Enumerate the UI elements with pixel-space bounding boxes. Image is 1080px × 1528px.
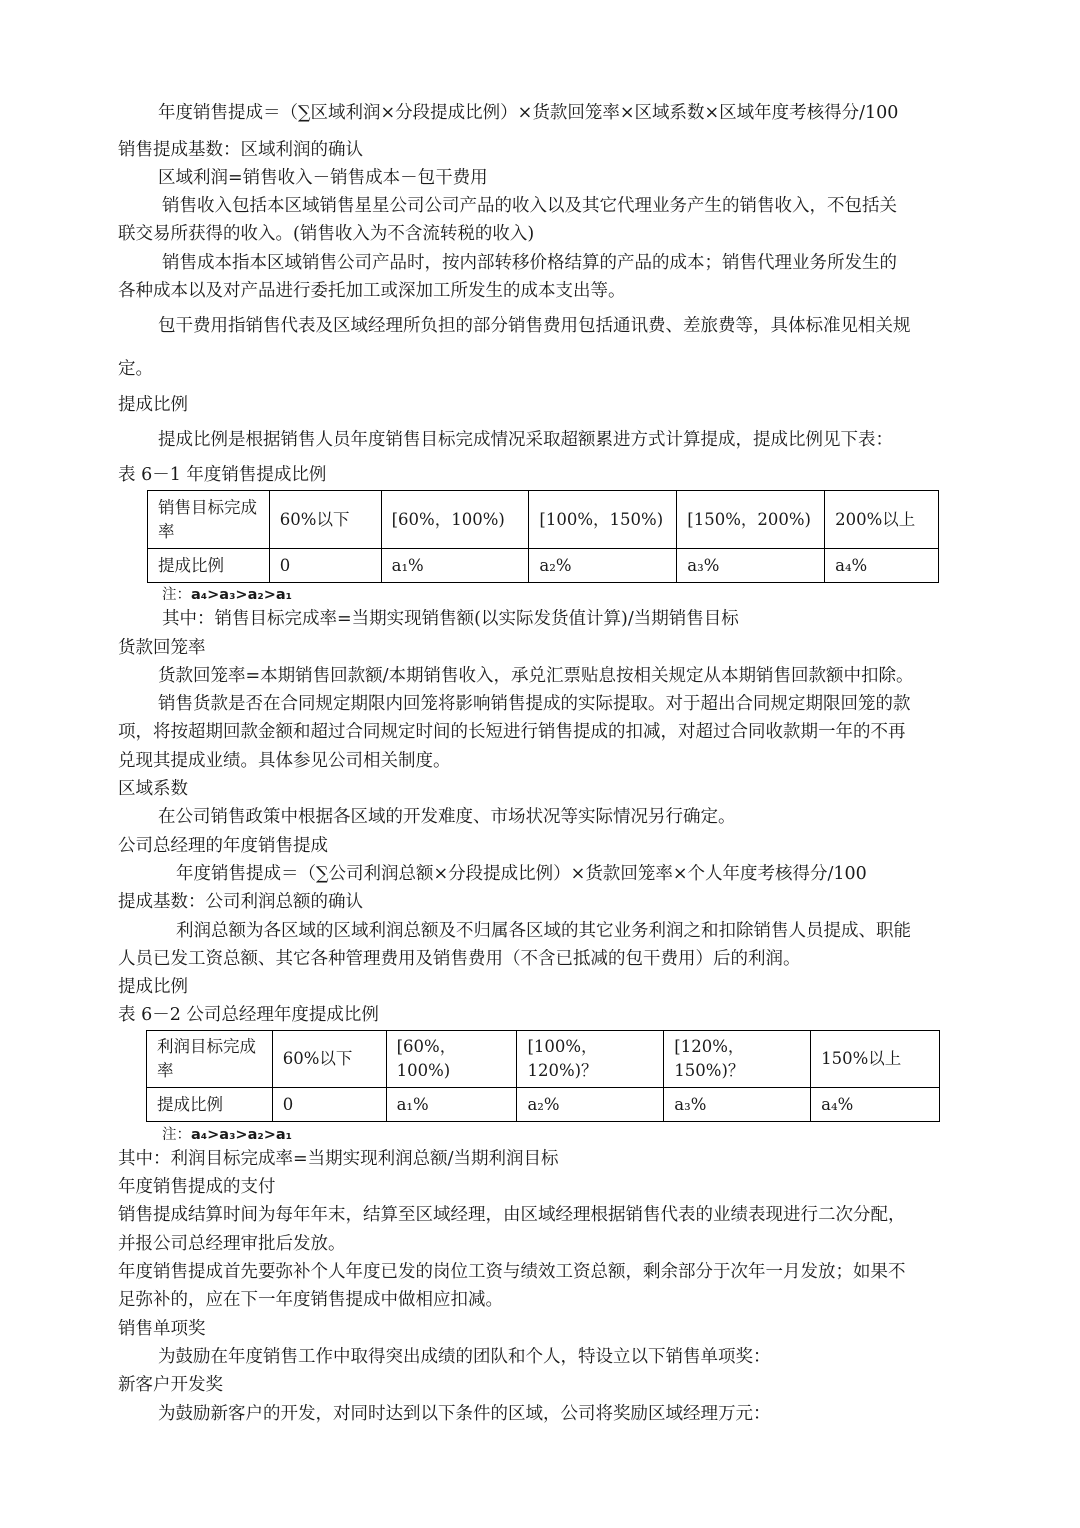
- section-heading-new-customer-award: 新客户开发奖: [118, 1375, 223, 1395]
- paragraph-collection-rate: 货款回笼率=本期销售回款额/本期销售收入，承兑汇票贴息按相关规定从本期销售回款额中扣除。: [158, 666, 914, 686]
- table-header-cell: [60%，100%): [381, 491, 529, 549]
- table1-note: [162, 586, 292, 604]
- table-header-cell: [120%，150%)？: [664, 1031, 811, 1088]
- paragraph-commission-ratio: 提成比例是根据销售人员年度销售目标完成情况采取超额累进方式计算提成，提成比例见下表：: [158, 430, 893, 450]
- table-cell: a₄%: [825, 549, 939, 583]
- table-header-cell: [60%，100%): [386, 1031, 517, 1088]
- note-label: 注：: [162, 1127, 191, 1143]
- paragraph-single-award: 为鼓励在年度销售工作中取得突出成绩的团队和个人，特设立以下销售单项奖：: [158, 1347, 771, 1367]
- paragraph-collection-impact-2: 项，将按超期回款金额和超过合同规定时间的长短进行销售提成的扣减，对超过合同收款期一年的不再: [118, 722, 906, 742]
- table-header-cell: [150%，200%): [677, 491, 825, 549]
- paragraph-total-profit-2: 人员已发工资总额、其它各种管理费用及销售费用（不含已抵减的包干费用）后的利润。: [118, 949, 801, 969]
- paragraph-sales-target-rate: 其中：销售目标完成率=当期实现销售额(以实际发货值计算)/当期销售目标: [162, 609, 739, 629]
- table-row: [147, 1031, 940, 1088]
- table-row: [147, 1088, 940, 1122]
- table-header-cell: 150%以上: [811, 1031, 940, 1088]
- table1-caption: 表 6－1 年度销售提成比例: [118, 465, 327, 485]
- table-header-cell: 60%以下: [269, 491, 381, 549]
- table-cell: a₁%: [386, 1088, 517, 1122]
- table-cell: 提成比例: [147, 1088, 273, 1122]
- note-label: 注：: [162, 587, 191, 603]
- table2-caption: 表 6－2 公司总经理年度提成比例: [118, 1005, 379, 1025]
- table-header-cell: [100%，120%)？: [517, 1031, 664, 1088]
- paragraph-regional-coefficient: 在公司销售政策中根据各区域的开发难度、市场状况等实际情况另行确定。: [158, 807, 736, 827]
- formula-annual-commission: 年度销售提成＝（∑区域利润×分段提成比例）×货款回笼率×区域系数×区域年度考核得分/100: [158, 103, 899, 123]
- table-cell: 0: [269, 549, 381, 583]
- paragraph-sales-revenue-2: 联交易所获得的收入。(销售收入为不含流转税的收入): [118, 224, 535, 244]
- table-cell: 0: [272, 1088, 386, 1122]
- section-heading-commission-base: 销售提成基数：区域利润的确认: [118, 140, 363, 160]
- note-formula: a₄>a₃>a₂>a₁: [191, 587, 292, 603]
- table2-note: [162, 1126, 292, 1144]
- paragraph-settlement-1: 销售提成结算时间为每年年末，结算至区域经理，由区域经理根据销售代表的业绩表现进行二次分配，: [118, 1205, 906, 1225]
- paragraph-collection-impact-3: 兑现其提成业绩。具体参见公司相关制度。: [118, 751, 451, 771]
- note-formula: a₄>a₃>a₂>a₁: [191, 1127, 292, 1143]
- paragraph-settlement-2: 并报公司总经理审批后发放。: [118, 1234, 346, 1254]
- section-heading-regional-coefficient: 区域系数: [118, 779, 188, 799]
- table-header-cell: 60%以下: [272, 1031, 386, 1088]
- table-header-cell: 利润目标完成率: [147, 1031, 273, 1088]
- table-header-cell: 销售目标完成率: [148, 491, 270, 549]
- formula-gm-commission: 年度销售提成＝（∑公司利润总额×分段提成比例）×货款回笼率×个人年度考核得分/100: [176, 864, 867, 884]
- table-header-cell: [100%，150%): [529, 491, 677, 549]
- table-cell: a₂%: [529, 549, 677, 583]
- table-cell: a₂%: [517, 1088, 664, 1122]
- paragraph-sales-revenue-1: 销售收入包括本区域销售星星公司公司产品的收入以及其它代理业务产生的销售收入，不包括关: [162, 196, 897, 216]
- section-heading-gm-ratio: 提成比例: [118, 977, 188, 997]
- paragraph-lump-sum-2: 定。: [118, 359, 153, 379]
- table-cell: a₃%: [664, 1088, 811, 1122]
- section-heading-single-award: 销售单项奖: [118, 1319, 206, 1339]
- section-heading-commission-ratio: 提成比例: [118, 395, 188, 415]
- paragraph-sales-cost-2: 各种成本以及对产品进行委托加工或深加工所发生的成本支出等。: [118, 281, 626, 301]
- paragraph-sales-cost-1: 销售成本指本区域销售公司产品时，按内部转移价格结算的产品的成本；销售代理业务所发生的: [162, 253, 897, 273]
- section-heading-payment: 年度销售提成的支付: [118, 1177, 276, 1197]
- table-gm-commission: [146, 1030, 940, 1122]
- paragraph-total-profit-1: 利润总额为各区域的区域利润总额及不归属各区域的其它业务利润之和扣除销售人员提成、职能: [176, 921, 911, 941]
- paragraph-lump-sum-1: 包干费用指销售代表及区域经理所负担的部分销售费用包括通讯费、差旅费等，具体标准见相关规: [158, 316, 911, 336]
- table-annual-sales-commission: [147, 490, 939, 583]
- table-cell: a₁%: [381, 549, 529, 583]
- table-row: [148, 491, 939, 549]
- table-cell: a₃%: [677, 549, 825, 583]
- paragraph-new-customer-award: 为鼓励新客户的开发，对同时达到以下条件的区域，公司将奖励区域经理万元：: [158, 1404, 771, 1424]
- section-heading-gm-base: 提成基数：公司利润总额的确认: [118, 892, 363, 912]
- formula-regional-profit: 区域利润=销售收入－销售成本－包干费用: [158, 168, 488, 188]
- section-heading-gm-commission: 公司总经理的年度销售提成: [118, 836, 328, 856]
- paragraph-offset-2: 足弥补的，应在下一年度销售提成中做相应扣减。: [118, 1290, 503, 1310]
- table-row: [148, 549, 939, 583]
- paragraph-profit-target-rate: 其中：利润目标完成率=当期实现利润总额/当期利润目标: [118, 1149, 559, 1169]
- section-heading-collection-rate: 货款回笼率: [118, 638, 206, 658]
- table-cell: a₄%: [811, 1088, 940, 1122]
- paragraph-offset-1: 年度销售提成首先要弥补个人年度已发的岗位工资与绩效工资总额，剩余部分于次年一月发放；如果不: [118, 1262, 906, 1282]
- table-cell: 提成比例: [148, 549, 270, 583]
- paragraph-collection-impact-1: 销售货款是否在合同规定期限内回笼将影响销售提成的实际提取。对于超出合同规定期限回笼的款: [158, 694, 911, 714]
- table-header-cell: 200%以上: [825, 491, 939, 549]
